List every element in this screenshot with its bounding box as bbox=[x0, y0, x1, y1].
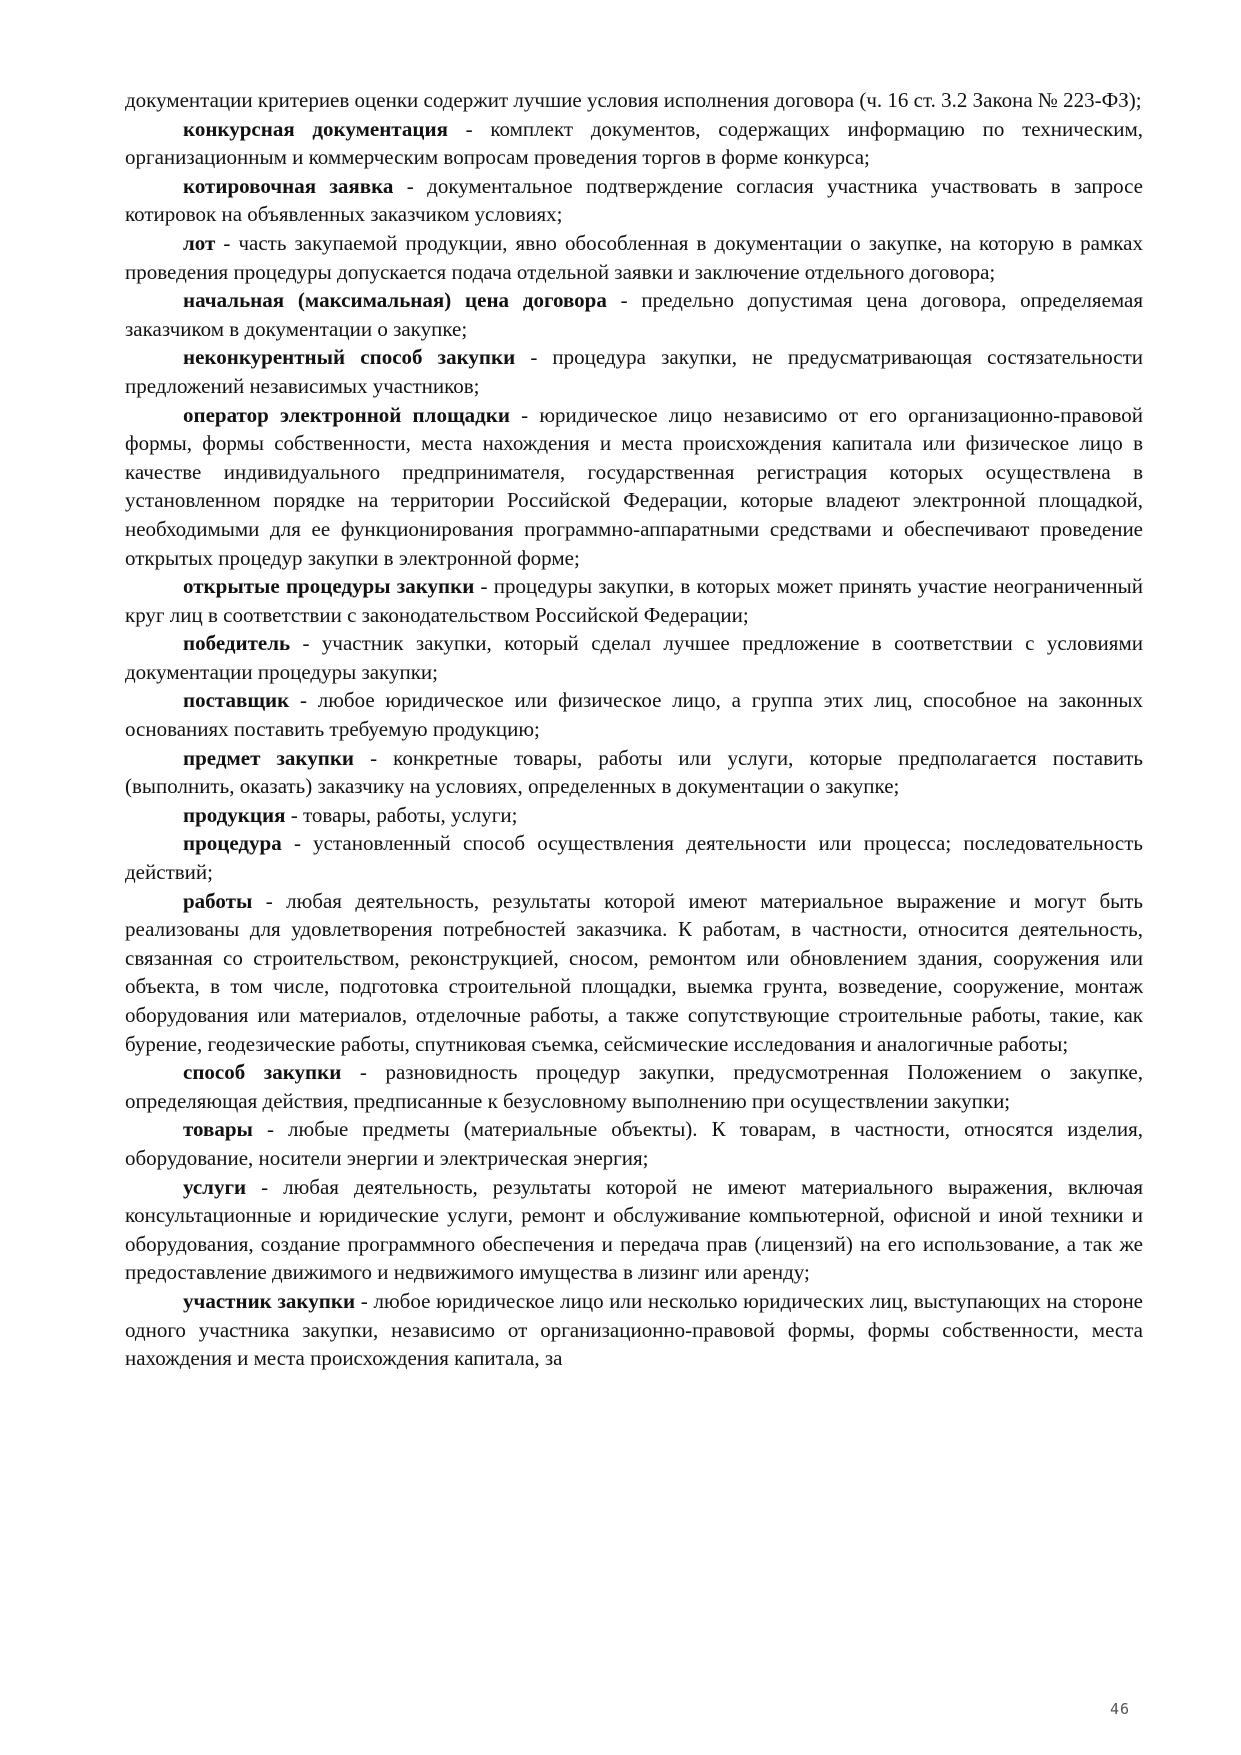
definition-text: - часть закупаемой продукции, явно обособленная в документации о закупке, на которую в рамках проведения процедуры допускается подача отдельной заявки и заключение отдельного договора; bbox=[125, 230, 1143, 284]
definition-text: - документальное подтверждение согласия участника участвовать в запросе котировок на объявленных заказчиком условиях; bbox=[125, 173, 1144, 227]
definition-text: - конкретные товары, работы или услуги, которые предполагается поставить (выполнить, оказать) заказчику на условиях, определенных в документации о закупке; bbox=[125, 745, 1143, 799]
paragraph-continuation bbox=[125, 86, 1143, 115]
definition-term: победитель bbox=[183, 631, 291, 656]
definition-term: конкурсная документация bbox=[183, 116, 448, 141]
definition-paragraph bbox=[125, 229, 1143, 286]
definition-paragraph bbox=[125, 115, 1143, 172]
definition-term: участник закупки bbox=[183, 1288, 356, 1313]
definition-paragraph bbox=[125, 401, 1143, 573]
definition-paragraph bbox=[125, 1173, 1143, 1287]
definition-paragraph bbox=[125, 343, 1143, 400]
definition-text: - товары, работы, услуги; bbox=[285, 802, 518, 827]
definition-paragraph bbox=[125, 629, 1143, 686]
definition-text: - процедуры закупки, в которых может принять участие неограниченный круг лиц в соответствии с законодательством Российской Федерации; bbox=[125, 574, 1143, 627]
definition-paragraph bbox=[125, 744, 1143, 801]
definition-text: - любая деятельность, результаты которой имеют материальное выражение и могут быть реализованы для удовлетворения потребностей заказчика. К работам, в частности, относится деятельность, связанная со строительством, реконструкцией, сносом, ремонтом или обновлением здания, сооружения или объекта, в том числе, подготовка строительной площадки, выемка грунта, возведение, сооружение, монтаж оборудования или материалов, отделочные работы, а также сопутствующие строительные работы, такие, как бурение, геодезические работы, спутниковая съемка, сейсмические исследования и аналогичные работы; bbox=[125, 888, 1143, 1056]
page-number: 46 bbox=[1110, 1700, 1131, 1718]
definition-text: - процедура закупки, не предусматривающая состязательности предложений независимых участников; bbox=[125, 345, 1143, 398]
definition-text: - предельно допустимая цена договора, определяемая заказчиком в документации о закупке; bbox=[125, 288, 1144, 341]
definition-paragraph bbox=[125, 1058, 1143, 1115]
definition-term: работы bbox=[183, 888, 253, 913]
definition-term: поставщик bbox=[183, 688, 290, 713]
definition-text: - юридическое лицо независимо от его организационно-правовой формы, формы собственности, места нахождения и места происхождения капитала или физическое лицо в качестве индивидуального предпринимателя, государственная регистрация которых осуществлена в установленном порядке на территории Российской Федерации, которые владеют электронной площадкой, необходимыми для ее функционирования программно-аппаратными средствами и обеспечивают проведение открытых процедур закупки в электронной форме; bbox=[125, 402, 1143, 570]
definition-paragraph bbox=[125, 1287, 1143, 1373]
definition-text: - комплект документов, содержащих информацию по техническим, организационным и коммерческим вопросам проведения торгов в форме конкурса; bbox=[125, 116, 1143, 170]
definition-paragraph bbox=[125, 572, 1143, 629]
definition-term: котировочная заявка bbox=[183, 173, 394, 198]
paragraph-text: документации критериев оценки содержит лучшие условия исполнения договора (ч. 16 ст. 3.2 Закона № 223-ФЗ); bbox=[125, 88, 1142, 112]
definition-term: начальная (максимальная) цена договора bbox=[183, 288, 607, 313]
definition-term: лот bbox=[183, 230, 216, 255]
definition-paragraph bbox=[125, 1115, 1143, 1172]
definition-text: - участник закупки, который сделал лучшее предложение в соответствии с условиями документации процедуры закупки; bbox=[125, 631, 1143, 684]
definition-paragraph bbox=[125, 887, 1143, 1059]
definition-term: неконкурентный способ закупки bbox=[183, 345, 516, 370]
definition-text: - любые предметы (материальные объекты). К товарам, в частности, относятся изделия, оборудование, носители энергии и электрическая энергия; bbox=[125, 1117, 1143, 1170]
definition-term: предмет закупки bbox=[183, 745, 355, 770]
definition-text: - установленный способ осуществления деятельности или процесса; последовательность действий; bbox=[125, 831, 1143, 885]
definition-text: - любая деятельность, результаты которой не имеют материального выражения, включая консультационные и юридические услуги, ремонт и обслуживание компьютерной, офисной и иной техники и оборудования, создание программного обеспечения и передача прав (лицензий) на его использование, а так же предоставление движимого и недвижимого имущества в лизинг или аренду; bbox=[125, 1174, 1143, 1285]
document-body bbox=[125, 86, 1143, 1373]
definition-term: способ закупки bbox=[183, 1060, 342, 1085]
definition-term: открытые процедуры закупки bbox=[183, 574, 475, 599]
definition-term: процедура bbox=[183, 831, 282, 856]
definition-paragraph bbox=[125, 829, 1143, 886]
definition-text: - любое юридическое лицо или несколько юридических лиц, выступающих на стороне одного участника закупки, независимо от организационно-правовой формы, формы собственности, места нахождения и места происхождения капитала, за bbox=[125, 1288, 1143, 1371]
definition-paragraph bbox=[125, 172, 1143, 229]
definition-paragraph bbox=[125, 286, 1143, 343]
definition-text: - любое юридическое или физическое лицо, а группа этих лиц, способное на законных основаниях поставить требуемую продукцию; bbox=[125, 688, 1143, 742]
definition-term: продукция bbox=[183, 802, 286, 827]
definition-paragraph bbox=[125, 686, 1143, 743]
definition-term: товары bbox=[183, 1117, 253, 1142]
definition-paragraph bbox=[125, 801, 1143, 830]
definition-term: услуги bbox=[183, 1174, 247, 1199]
definition-text: - разновидность процедур закупки, предусмотренная Положением о закупке, определяющая действия, предписанные к безусловному выполнению при осуществлении закупки; bbox=[125, 1060, 1144, 1113]
definition-term: оператор электронной площадки bbox=[183, 402, 510, 427]
